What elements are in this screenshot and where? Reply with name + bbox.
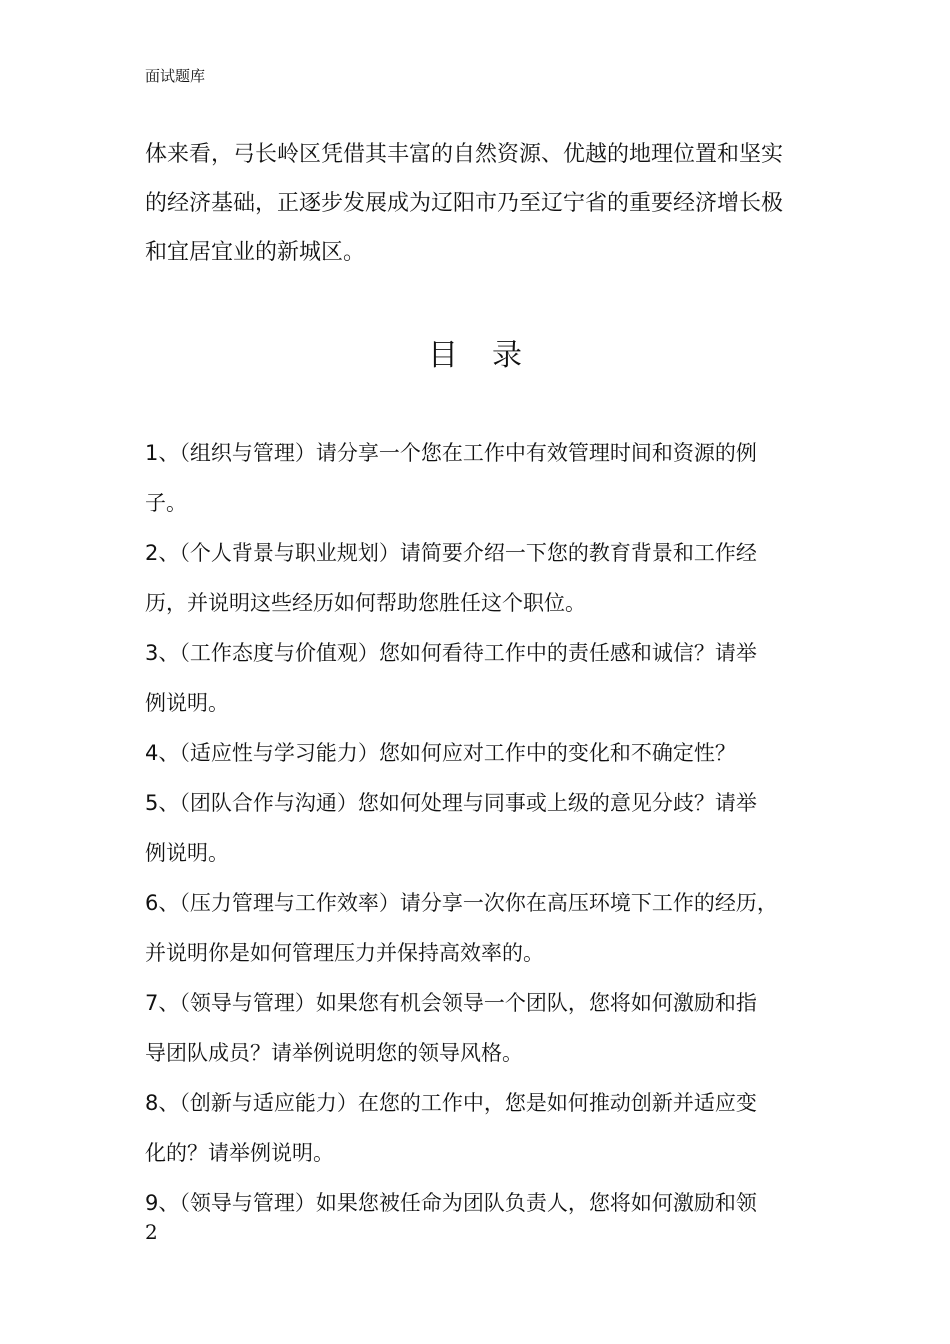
toc-line: 例说明。: [145, 841, 229, 865]
toc-line: 2、（个人背景与职业规划）请简要介绍一下您的教育背景和工作经: [145, 541, 757, 565]
toc-line: 9、（领导与管理）如果您被任命为团队负责人，您将如何激励和领: [145, 1191, 757, 1215]
toc-line: 例说明。: [145, 691, 229, 715]
page-header: 面试题库: [145, 67, 206, 85]
toc-title: 目录: [428, 338, 556, 373]
toc-line: 7、（领导与管理）如果您有机会领导一个团队，您将如何激励和指: [145, 991, 757, 1015]
toc-line: 化的？请举例说明。: [145, 1141, 334, 1165]
toc-line: 6、（压力管理与工作效率）请分享一次你在高压环境下工作的经历，: [145, 891, 778, 915]
toc-line: 4、（适应性与学习能力）您如何应对工作中的变化和不确定性？: [145, 741, 736, 765]
toc-line: 子。: [145, 491, 187, 515]
table-of-contents: [145, 428, 825, 1228]
page-number: 2: [145, 1220, 158, 1244]
toc-line: 历，并说明这些经历如何帮助您胜任这个职位。: [145, 591, 586, 615]
toc-line: 导团队成员？请举例说明您的领导风格。: [145, 1041, 523, 1065]
intro-line: 的经济基础，正逐步发展成为辽阳市乃至辽宁省的重要经济增长极: [145, 191, 784, 216]
intro-line: 和宜居宜业的新城区。: [145, 240, 366, 265]
toc-line: 并说明你是如何管理压力并保持高效率的。: [145, 941, 544, 965]
toc-line: 5、（团队合作与沟通）您如何处理与同事或上级的意见分歧？请举: [145, 791, 757, 815]
toc-line: 3、（工作态度与价值观）您如何看待工作中的责任感和诚信？请举: [145, 641, 757, 665]
intro-paragraph: [145, 130, 825, 277]
toc-line: 1、（组织与管理）请分享一个您在工作中有效管理时间和资源的例: [145, 441, 757, 465]
toc-line: 8、（创新与适应能力）在您的工作中，您是如何推动创新并适应变: [145, 1091, 757, 1115]
intro-line: 体来看，弓长岭区凭借其丰富的自然资源、优越的地理位置和坚实: [145, 142, 784, 167]
